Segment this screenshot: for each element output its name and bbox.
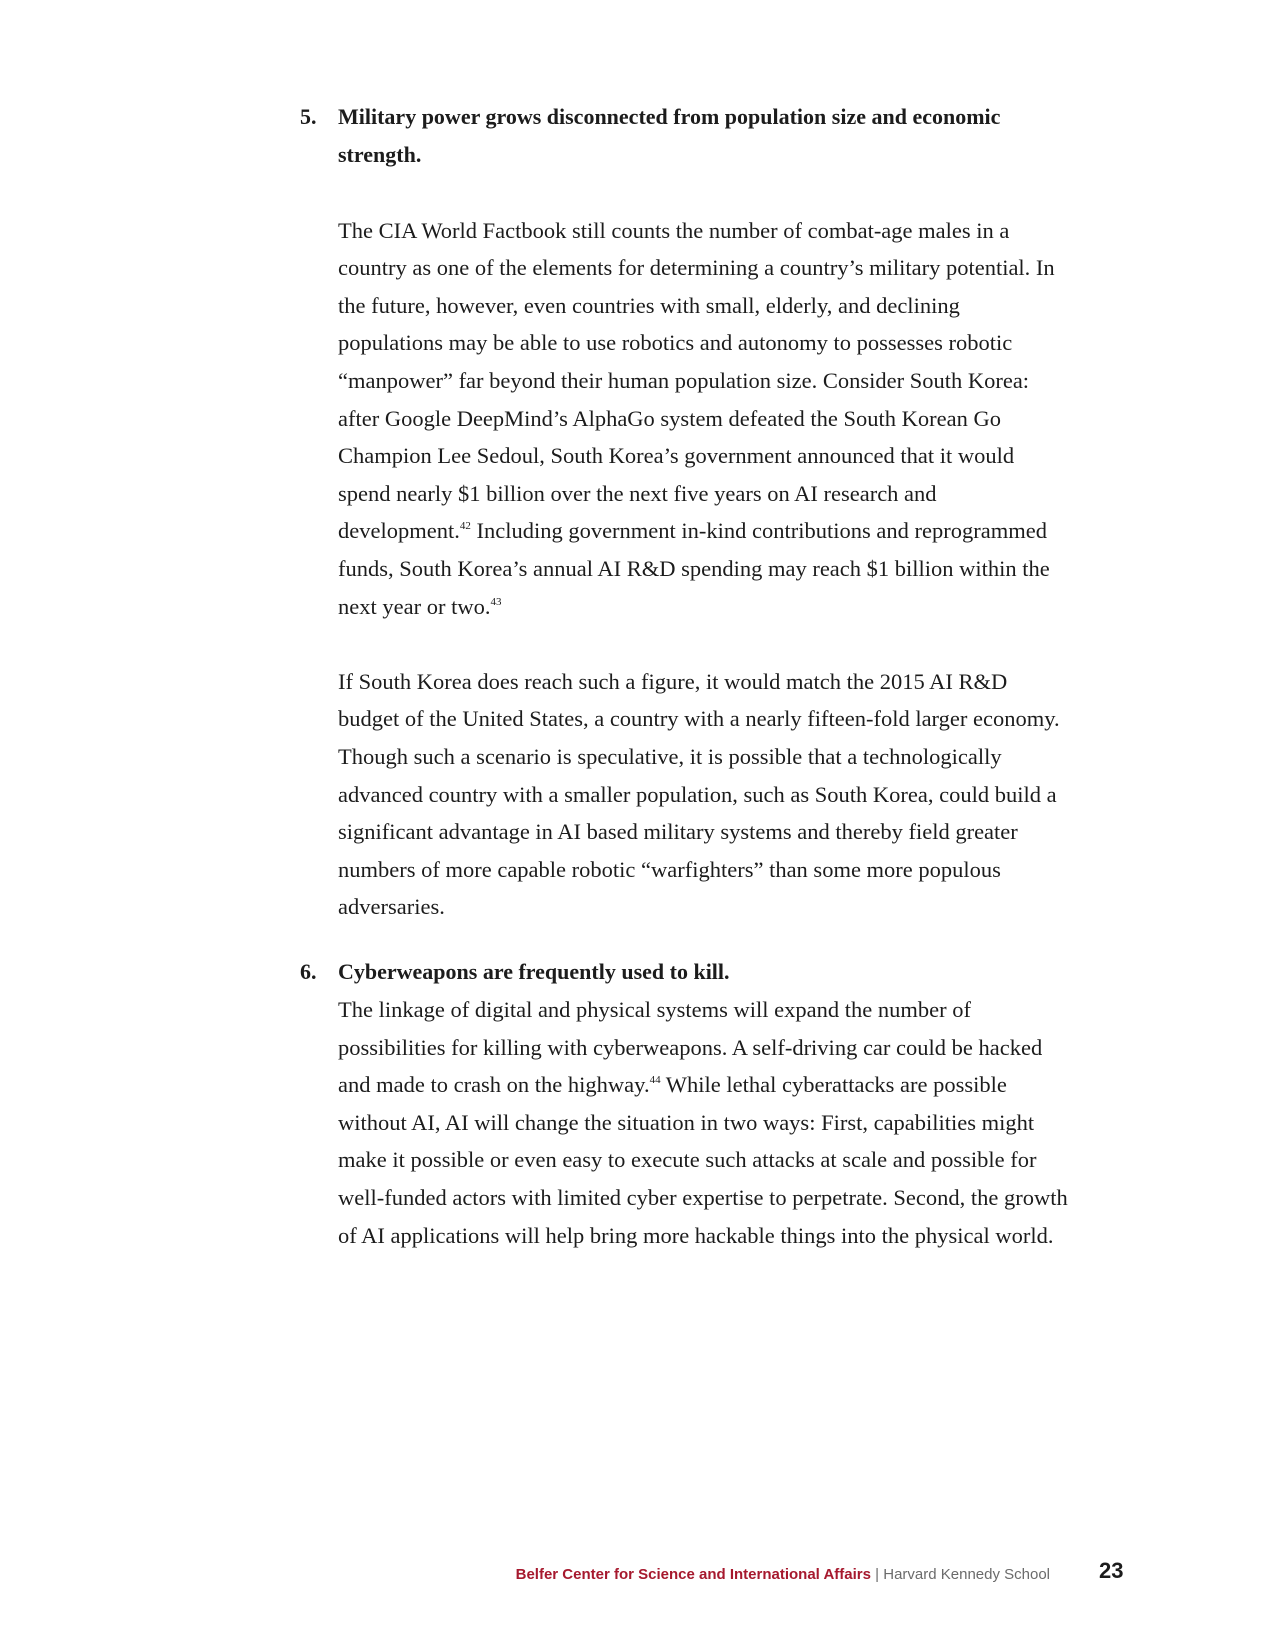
item-body — [338, 953, 1068, 1254]
item-number: 5. — [300, 104, 317, 129]
page-number: 23 — [1099, 1558, 1124, 1583]
paragraph — [338, 991, 1068, 1254]
footnote-ref: 43 — [490, 595, 502, 608]
paragraph-text: The CIA World Factbook still counts the number of combat-age males in a country as one of the elements for determining a country’s military potential. In the future, however, even countries with small, elderly, and declining populations may be able to use robotics and autonomy to possesses robotic “manpower” far beyond their human population size. Consider South Korea: after Google DeepMind’s AlphaGo system defeated the South Korean Go Champion Lee Sedoul, South Korea’s government announced that it would spend nearly $1 billion over the next five years on AI research and development. — [338, 217, 1055, 544]
footer-separator: | — [875, 1566, 880, 1583]
paragraph: If South Korea does reach such a figure, it would match the 2015 AI R&D budget of the United States, a country with a nearly fifteen-fold larger economy. Though such a scenario is speculative, it is possible that a technologically advanced country with a smaller population, such as South Korea, could build a significant advantage in AI based military systems and thereby field greater numbers of more capable robotic “warfighters” than some more populous adversaries. — [338, 668, 1060, 920]
item-number: 6. — [300, 959, 317, 984]
paragraph-text: The linkage of digital and physical systems will expand the number of possibilities for killing with cyberweapons. A self-driving car could be hacked and made to crash on the highway. — [338, 997, 1043, 1098]
item-body — [338, 98, 1068, 926]
item-heading: Cyberweapons are frequently used to kill. — [338, 959, 730, 984]
footnote-ref: 44 — [649, 1074, 661, 1087]
footer-school: Harvard Kennedy School — [883, 1566, 1050, 1583]
footnote-ref: 42 — [459, 520, 471, 533]
paragraph-text: While lethal cyberattacks are possible without AI, AI will change the situation in two ways: First, capabilities might make it possible or even easy to execute such attacks at scale and possible for well-funded actors with limited cyber expertise to perpetrate. Second, the growth of AI applications will help bring more hackable things into the physical world. — [338, 1072, 1068, 1248]
page-footer — [516, 1566, 1050, 1583]
paragraph — [338, 212, 1068, 626]
paragraph-text: Including government in-kind contributions and reprogrammed funds, South Korea’s annual AI R&D spending may reach $1 billion within the next year or two. — [338, 518, 1050, 619]
item-heading: Military power grows disconnected from population size and economic strength. — [338, 104, 1001, 167]
footer-organization: Belfer Center for Science and International Affairs — [515, 1566, 871, 1583]
